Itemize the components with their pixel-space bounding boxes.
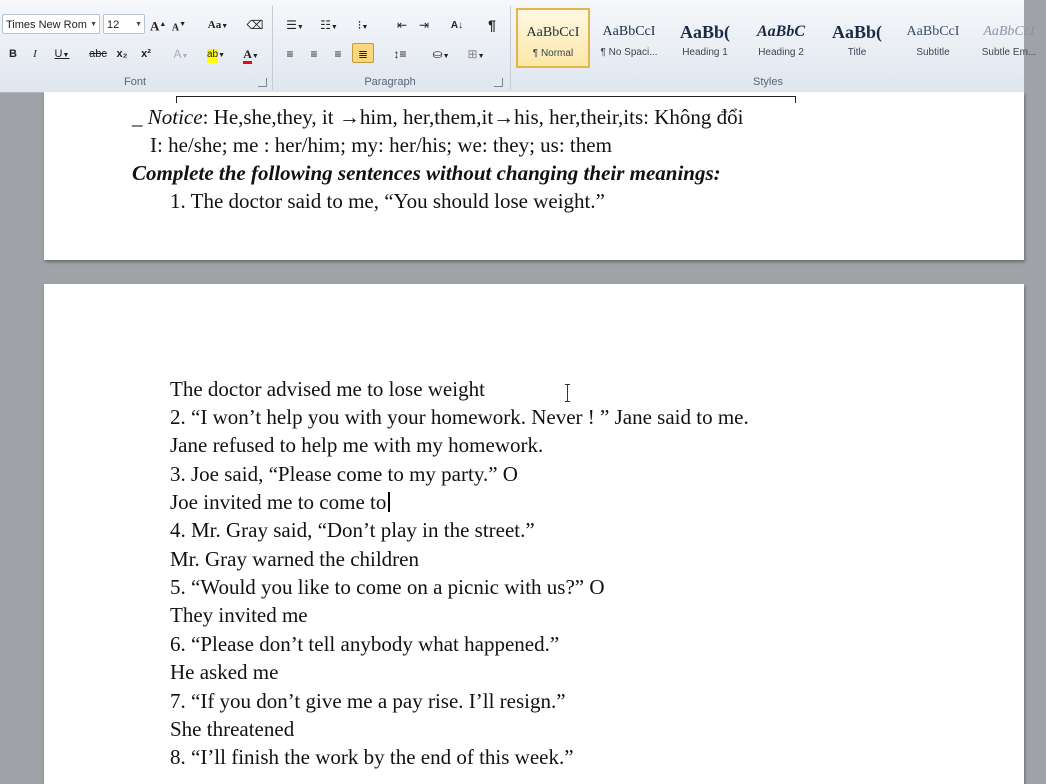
notice-text: : He,she,they, it →him, her,them,it→his, her,their,its: Không đổi <box>202 105 744 129</box>
paint-bucket-icon: ⛀ <box>432 47 443 61</box>
pilcrow-icon: ¶ <box>488 17 496 33</box>
style-preview: AaBb( <box>831 22 882 42</box>
bullets-icon: ☰ <box>286 18 297 32</box>
styles-group-label: Styles <box>753 76 783 88</box>
notice-prefix: _ <box>132 105 148 129</box>
align-right-icon: ≡ <box>334 47 342 61</box>
font-name-value: Times New Rom <box>6 19 87 31</box>
font-color-icon: A <box>243 47 252 64</box>
style-heading-1[interactable] <box>668 8 742 68</box>
shrink-font-button[interactable]: A▼ <box>171 21 187 34</box>
eraser-icon: ⌫ <box>246 18 264 32</box>
grow-font-icon: A <box>150 18 160 34</box>
font-color-button[interactable]: A▼ <box>236 43 266 63</box>
chevron-down-icon: ▼ <box>90 21 97 28</box>
doc-line[interactable]: He asked me <box>170 660 279 684</box>
doc-line[interactable]: 2. “I won’t help you with your homework. Never ! ” Jane said to me. <box>170 405 749 429</box>
text-effects-button[interactable]: A▼ <box>173 47 189 61</box>
doc-line-text: Joe invited me to come to <box>170 490 387 514</box>
bullets-button[interactable]: ☰▼ <box>286 18 304 32</box>
style-name: Subtle Em... <box>981 47 1037 58</box>
style-normal[interactable] <box>516 8 590 68</box>
decrease-indent-button[interactable] <box>392 14 412 34</box>
doc-line-with-cursor[interactable] <box>170 489 390 515</box>
font-name-combo[interactable] <box>2 14 100 34</box>
style-subtle-emphasis[interactable] <box>972 8 1046 68</box>
italic-button[interactable] <box>26 43 44 63</box>
doc-line[interactable]: Jane refused to help me with my homework. <box>170 433 544 457</box>
multilevel-list-button[interactable]: ⁝▼ <box>357 18 369 32</box>
chevron-down-icon: ▼ <box>135 21 142 28</box>
exercise-item-1[interactable]: 1. The doctor said to me, “You should lose weight.” <box>170 189 605 213</box>
notice-label: Notice <box>147 105 203 129</box>
style-name: Heading 2 <box>758 47 804 58</box>
style-preview: AaBbCcI <box>526 25 580 40</box>
strikethrough-icon: abc <box>89 48 107 60</box>
doc-line[interactable]: 3. Joe said, “Please come to my party.” O <box>170 462 518 486</box>
style-preview: AaBbCcI <box>602 24 656 39</box>
doc-line[interactable]: 6. “Please don’t tell anybody what happened.” <box>170 632 560 656</box>
change-case-icon: Aa <box>207 19 222 31</box>
doc-line[interactable]: 7. “If you don’t give me a pay rise. I’ll resign.” <box>170 689 566 713</box>
style-no-spacing[interactable] <box>592 8 666 68</box>
increase-indent-icon: ⇥ <box>418 18 430 32</box>
line-spacing-button[interactable] <box>386 43 414 63</box>
style-preview: AaBb( <box>679 22 730 42</box>
sort-icon: A↓ <box>450 20 464 31</box>
style-name: ¶ Normal <box>532 48 574 59</box>
change-case-button[interactable]: Aa▼ <box>207 19 229 31</box>
style-name: Subtitle <box>916 47 950 58</box>
ribbon <box>0 0 1037 93</box>
doc-line[interactable]: She threatened <box>170 717 295 741</box>
style-subtitle[interactable] <box>896 8 970 68</box>
font-size-combo[interactable] <box>103 14 145 34</box>
doc-line[interactable]: 5. “Would you like to come on a picnic with us?” O <box>170 575 605 599</box>
pronoun-line[interactable]: I: he/she; me : her/him; my: her/his; we: they; us: them <box>150 133 612 157</box>
doc-line[interactable]: 8. “I’ll finish the work by the end of this week.” <box>170 745 574 769</box>
style-name: Title <box>847 47 867 58</box>
table-bottom-edge <box>176 96 796 103</box>
align-left-button[interactable] <box>280 43 300 63</box>
shrink-font-icon: A <box>171 22 180 34</box>
numbering-icon: ☷ <box>320 18 331 32</box>
justify-button[interactable] <box>352 43 374 63</box>
paragraph-dialog-launcher-icon[interactable] <box>494 78 503 87</box>
italic-icon: I <box>33 48 37 60</box>
doc-line[interactable]: The doctor advised me to lose weight <box>170 377 485 401</box>
align-center-icon: ≡ <box>310 47 318 61</box>
style-heading-2[interactable] <box>744 8 818 68</box>
style-preview: AaBbC <box>756 23 805 40</box>
paragraph-group-label: Paragraph <box>364 76 416 88</box>
align-right-button[interactable] <box>328 43 348 63</box>
justify-icon: ≣ <box>357 47 369 61</box>
instruction-heading[interactable]: Complete the following sentences without changing their meanings: <box>132 161 721 185</box>
subscript-icon: x₂ <box>116 48 128 60</box>
highlight-button[interactable]: ab▼ <box>200 43 232 63</box>
style-preview: AaBbCcI <box>983 24 1035 39</box>
style-title[interactable] <box>820 8 894 68</box>
show-marks-button[interactable] <box>482 14 502 34</box>
doc-line[interactable]: They invited me <box>170 603 308 627</box>
grow-font-button[interactable]: A▲ <box>150 18 167 34</box>
line-spacing-icon: ↕≡ <box>393 47 407 61</box>
text-effects-icon: A <box>173 47 182 61</box>
doc-line[interactable]: 4. Mr. Gray said, “Don’t play in the street.” <box>170 518 535 542</box>
ibeam-cursor-icon <box>565 384 571 402</box>
superscript-button[interactable] <box>136 43 156 63</box>
sort-button[interactable] <box>446 14 468 34</box>
align-left-icon: ≡ <box>286 47 294 61</box>
styles-gallery <box>514 8 1037 70</box>
font-dialog-launcher-icon[interactable] <box>258 78 267 87</box>
decrease-indent-icon: ⇤ <box>396 18 408 32</box>
borders-icon: ⊞ <box>467 47 478 61</box>
doc-line[interactable]: Mr. Gray warned the children <box>170 547 419 571</box>
strikethrough-button[interactable] <box>86 43 110 63</box>
clear-formatting-button[interactable] <box>244 14 266 34</box>
font-size-value: 12 <box>107 19 120 31</box>
bold-icon: B <box>9 48 17 60</box>
notice-line[interactable] <box>132 104 743 130</box>
style-name: ¶ No Spaci... <box>600 47 658 58</box>
style-preview: AaBbCcI <box>906 24 960 39</box>
bold-button[interactable] <box>4 43 22 63</box>
superscript-icon: x² <box>141 48 151 60</box>
align-center-button[interactable] <box>304 43 324 63</box>
underline-icon: U <box>54 48 63 60</box>
highlighter-icon: ab <box>207 49 218 63</box>
text-cursor <box>388 492 390 512</box>
underline-button[interactable]: U▼ <box>54 48 70 60</box>
borders-button[interactable]: ⊞▼ <box>467 47 485 61</box>
shading-button[interactable]: ⛀▼ <box>432 47 450 61</box>
increase-indent-button[interactable] <box>414 14 434 34</box>
multilevel-list-icon: ⁝ <box>357 18 362 32</box>
group-separator <box>510 6 511 90</box>
font-group-label: Font <box>123 76 146 88</box>
numbering-button[interactable]: ☷▼ <box>320 18 338 32</box>
style-name: Heading 1 <box>682 47 728 58</box>
subscript-button[interactable] <box>112 43 132 63</box>
